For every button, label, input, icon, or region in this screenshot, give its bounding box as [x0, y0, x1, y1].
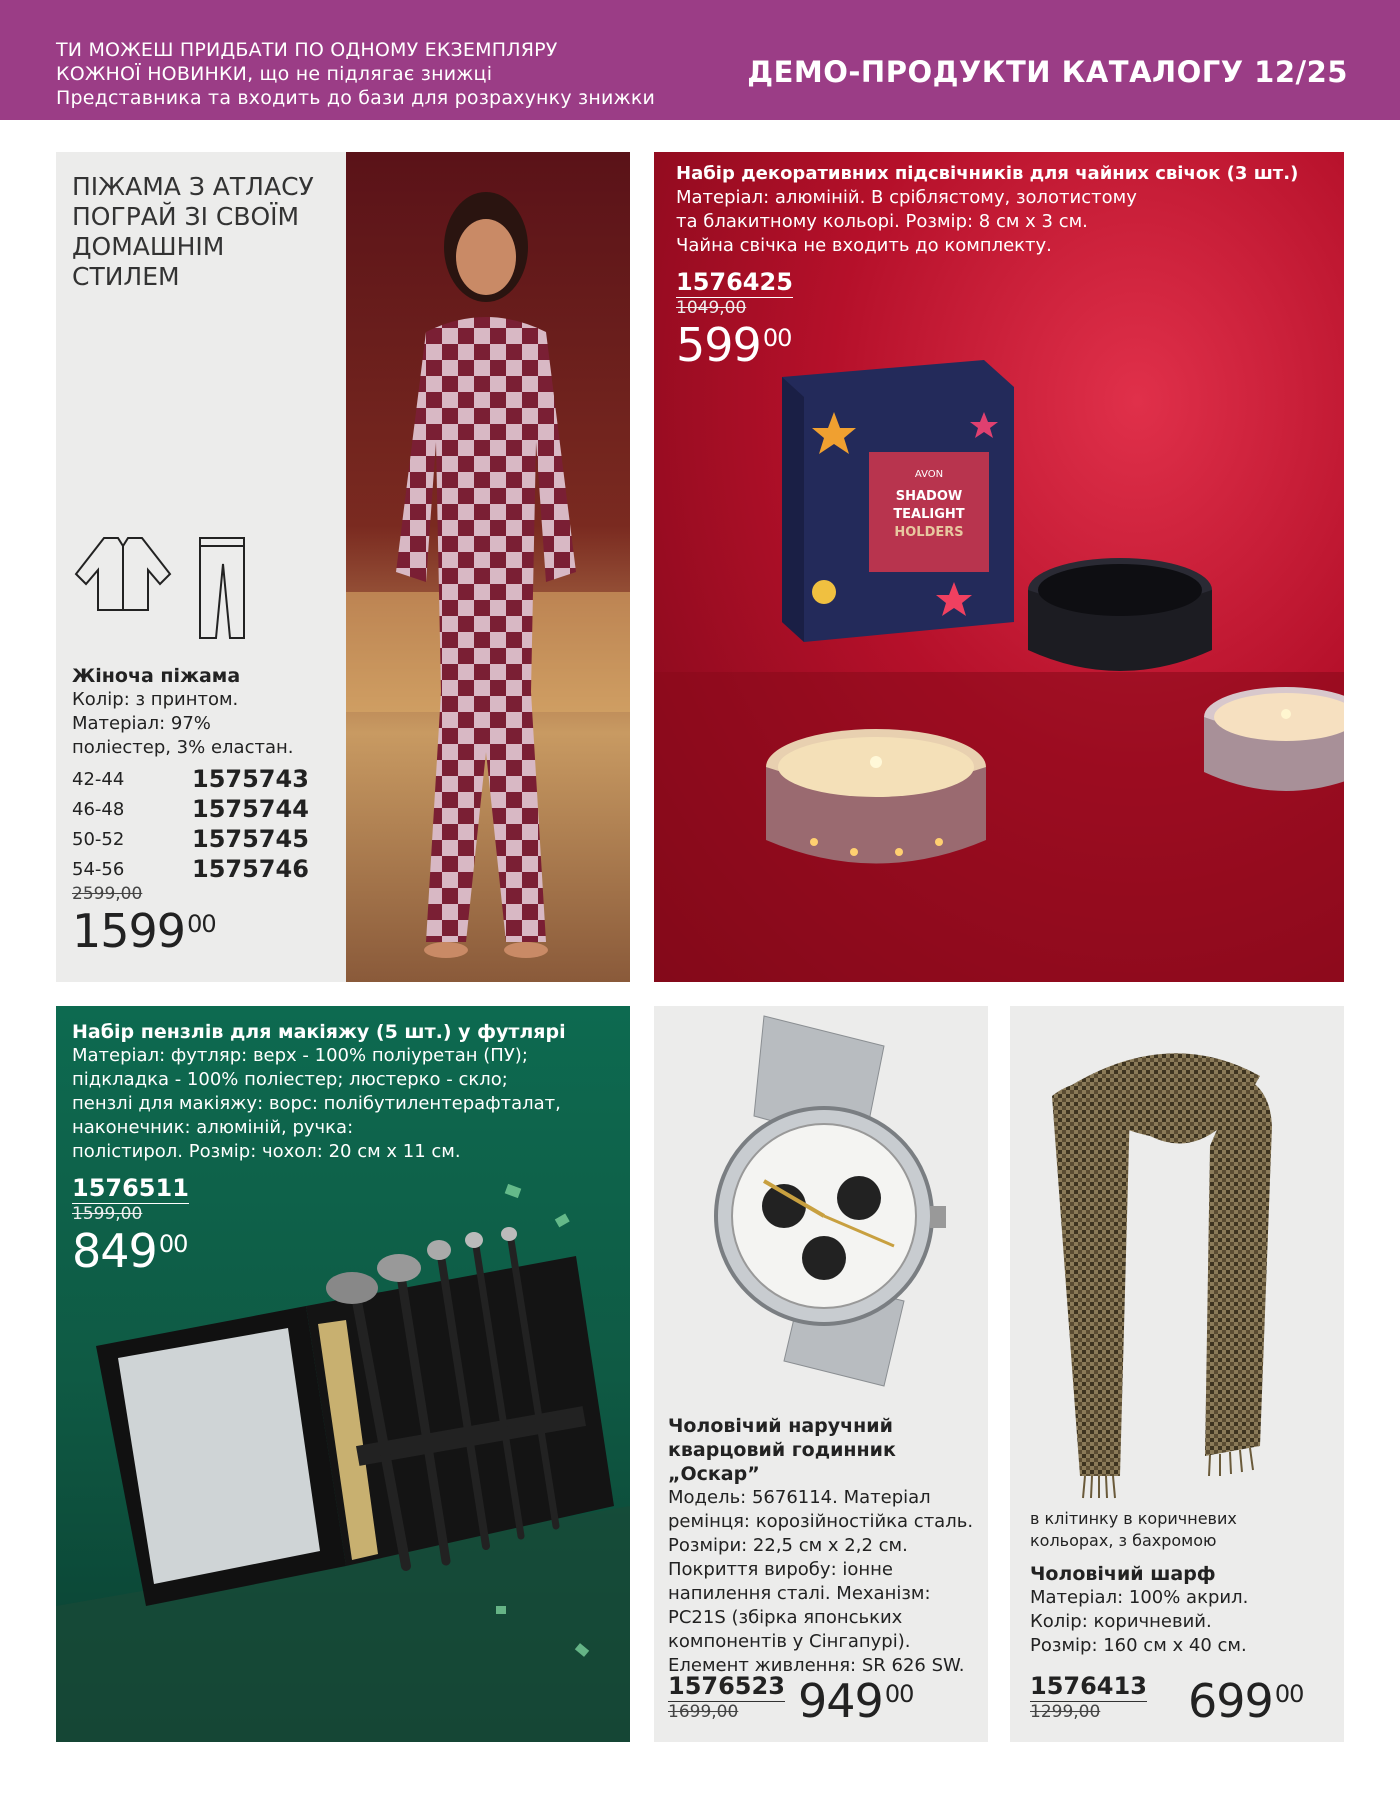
price-main: 849	[72, 1224, 157, 1278]
size-row	[72, 764, 342, 794]
product-desc: підкладка - 100% поліестер; люстерко - скло;	[72, 1069, 508, 1090]
product-desc: Розміри: 22,5 см х 2,2 см.	[668, 1535, 908, 1556]
shirt-outline-icon	[76, 538, 170, 610]
candles-card[interactable]	[654, 152, 1344, 982]
watch-image	[654, 1006, 988, 1406]
old-price: 1599,00	[72, 1204, 143, 1224]
watch-code-block	[668, 1672, 785, 1722]
page-header	[0, 0, 1400, 120]
price	[72, 1224, 627, 1278]
price	[1188, 1674, 1303, 1728]
pajama-photo	[346, 152, 630, 982]
product-desc: напилення сталі. Механізм:	[668, 1583, 931, 1604]
product-desc: Модель: 5676114. Матеріал	[668, 1487, 931, 1508]
pajama-card[interactable]	[56, 152, 346, 982]
product-desc: Елемент живлення: SR 626 SW.	[668, 1655, 965, 1676]
product-note: кольорах, з бахромою	[1030, 1531, 1217, 1550]
price-cents: 00	[1274, 1680, 1304, 1708]
headline-line: ПОГРАЙ ЗІ СВОЇМ	[72, 202, 300, 231]
header-line: КОЖНОЇ НОВИНКИ, що не підлягає знижці	[56, 63, 493, 85]
pajama-headline	[72, 172, 314, 292]
product-note: в клітинку в коричневих	[1030, 1509, 1237, 1528]
header-line: ТИ МОЖЕШ ПРИДБАТИ ПО ОДНОМУ ЕКЗЕМПЛЯРУ	[56, 39, 558, 61]
pajama-model-image	[346, 152, 630, 982]
price-cents: 00	[884, 1680, 914, 1708]
product-code: 1576523	[668, 1672, 785, 1700]
product-desc: та блакитному кольорі. Розмір: 8 см х 3 см.	[676, 211, 1088, 232]
product-desc: Покриття виробу: іонне	[668, 1559, 893, 1580]
product-code: 1575744	[192, 795, 309, 823]
black-candle-holder	[1028, 558, 1212, 671]
box-text: TEALIGHT	[893, 507, 965, 522]
headline-line: ПІЖАМА З АТЛАСУ	[72, 172, 314, 201]
size-table	[72, 764, 342, 884]
box-brand: AVON	[914, 469, 944, 480]
price	[72, 904, 342, 958]
header-notice	[56, 38, 655, 110]
pants-outline-icon	[200, 538, 244, 638]
size-label: 50-52	[72, 828, 125, 850]
product-title: Набір декоративних підсвічників для чайних свічок (3 шт.)	[676, 163, 1299, 184]
product-title: кварцовий годинник „Оскар”	[668, 1439, 896, 1485]
price-cents: 00	[187, 910, 216, 938]
price	[798, 1674, 913, 1728]
product-code: 1576511	[72, 1174, 189, 1202]
size-row	[72, 824, 342, 854]
product-title: Набір пензлів для макіяжу (5 шт.) у футлярі	[72, 1021, 566, 1043]
price-cents: 00	[158, 1230, 188, 1258]
old-price: 2599,00	[72, 884, 143, 904]
price-main: 699	[1188, 1674, 1273, 1728]
gold-candle-holder	[766, 729, 986, 864]
product-desc: Розмір: 160 см х 40 см.	[1030, 1635, 1247, 1656]
product-code: 1575746	[192, 855, 309, 883]
product-title: Чоловічий наручний	[668, 1415, 893, 1437]
product-code: 1575745	[192, 825, 309, 853]
header-title: ДЕМО-ПРОДУКТИ КАТАЛОГУ 12/25	[747, 55, 1348, 89]
product-desc: Чайна свічка не входить до комплекту.	[676, 235, 1052, 256]
product-code: 1575743	[192, 765, 309, 793]
silver-candle-holder	[1204, 687, 1344, 791]
product-desc: поліестер, 3% еластан.	[72, 737, 294, 758]
product-title: Чоловічий шарф	[1030, 1563, 1216, 1585]
price-cents: 00	[762, 324, 792, 352]
product-desc: Матеріал: 97%	[72, 713, 211, 734]
product-desc: Колір: коричневий.	[1030, 1611, 1212, 1632]
product-desc: Колір: з принтом.	[72, 689, 239, 710]
old-price: 1049,00	[676, 298, 747, 318]
old-price: 1699,00	[668, 1702, 739, 1722]
product-desc: ремінця: корозійностійка сталь.	[668, 1511, 974, 1532]
product-desc: PC21S (збірка японських	[668, 1607, 903, 1628]
product-desc: Матеріал: 100% акрил.	[1030, 1587, 1249, 1608]
size-label: 42-44	[72, 768, 125, 790]
pajama-info	[72, 664, 342, 958]
header-line: Представника та входить до бази для розрахунку знижки	[56, 87, 656, 109]
brushes-info	[72, 1020, 627, 1278]
scarf-image	[1010, 1006, 1344, 1506]
scarf-card[interactable]	[1010, 1006, 1344, 1742]
old-price: 1299,00	[1030, 1702, 1101, 1722]
size-row	[72, 854, 342, 884]
scarf-info	[1030, 1508, 1340, 1658]
brushes-card[interactable]	[56, 1006, 630, 1742]
product-desc: пензлі для макіяжу: ворс: полібутилентерафталат,	[72, 1093, 561, 1114]
watch-info	[668, 1414, 984, 1678]
price-main: 949	[798, 1674, 883, 1728]
scarf-code-block	[1030, 1672, 1147, 1722]
product-desc: Матеріал: футляр: верх - 100% поліуретан (ПУ);	[72, 1045, 528, 1066]
product-code: 1576425	[676, 268, 793, 296]
size-label: 54-56	[72, 858, 125, 880]
price-main: 1599	[72, 904, 186, 958]
product-desc: Матеріал: алюміній. В сріблястому, золотистому	[676, 187, 1137, 208]
size-label: 46-48	[72, 798, 125, 820]
product-title: Жіноча піжама	[72, 665, 241, 687]
watch-card[interactable]	[654, 1006, 988, 1742]
product-desc: компонентів у Сінгапурі).	[668, 1631, 911, 1652]
product-desc: наконечник: алюміній, ручка:	[72, 1117, 354, 1138]
candles-info	[676, 162, 1336, 372]
box-text: HOLDERS	[894, 525, 964, 540]
box-text: SHADOW	[895, 489, 963, 504]
product-desc: полістирол. Розмір: чохол: 20 см х 11 см.	[72, 1141, 461, 1162]
gift-box-image	[782, 360, 1014, 642]
price	[676, 318, 1336, 372]
product-code: 1576413	[1030, 1672, 1147, 1700]
garment-icons	[74, 534, 254, 642]
size-row	[72, 794, 342, 824]
headline-line: СТИЛЕМ	[72, 262, 180, 291]
price-main: 599	[676, 318, 761, 372]
headline-line: ДОМАШНІМ	[72, 232, 225, 261]
